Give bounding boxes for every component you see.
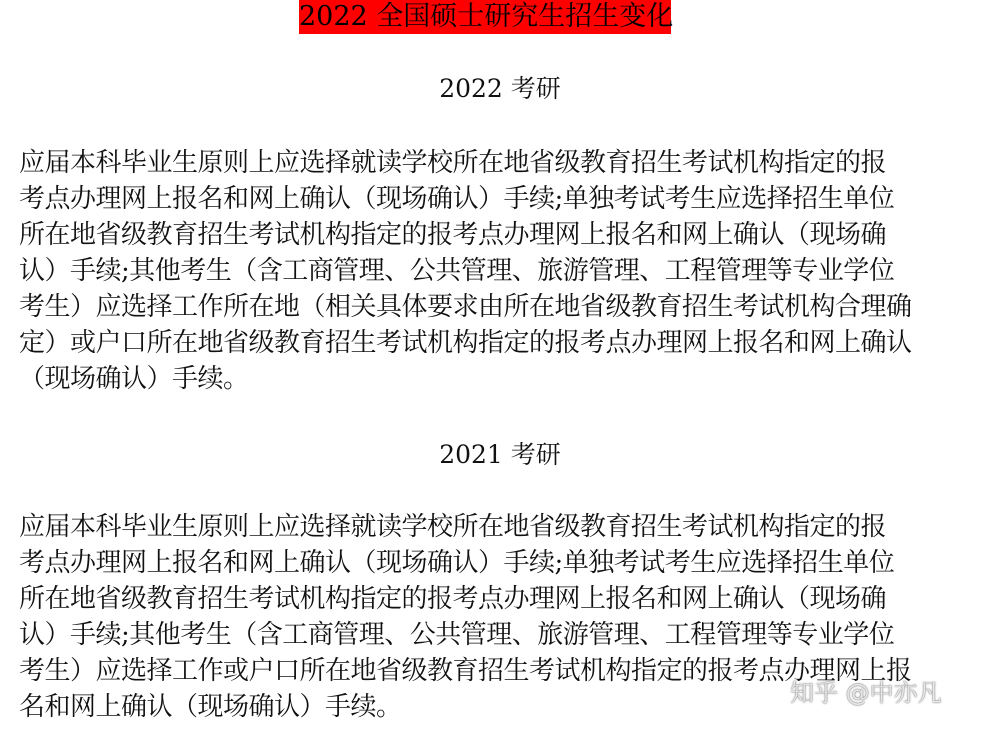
section-body-2021 xyxy=(19,509,912,725)
text-line: 考生）应选择工作所在地（相关具体要求由所在地省级教育招生考试机构合理确 xyxy=(19,292,912,322)
section-body-2022 xyxy=(19,145,912,397)
text-line: 定）或户口所在地省级教育招生考试机构指定的报考点办理网上报名和网上确认 xyxy=(19,328,912,358)
section-heading-2022: 2022 考研 xyxy=(439,74,561,103)
text-line: 考点办理网上报名和网上确认（现场确认）手续;单独考试考生应选择招生单位 xyxy=(19,184,895,214)
text-line: 应届本科毕业生原则上应选择就读学校所在地省级教育招生考试机构指定的报 xyxy=(19,512,887,542)
section-heading-2021: 2021 考研 xyxy=(439,440,561,469)
banner-title: 2022 全国硕士研究生招生变化 xyxy=(299,1,674,32)
text-line: 考点办理网上报名和网上确认（现场确认）手续;单独考试考生应选择招生单位 xyxy=(19,548,895,578)
text-line: 认）手续;其他考生（含工商管理、公共管理、旅游管理、工程管理等专业学位 xyxy=(19,256,895,286)
text-line: 应届本科毕业生原则上应选择就读学校所在地省级教育招生考试机构指定的报 xyxy=(19,148,887,178)
text-line: 考生）应选择工作或户口所在地省级教育招生考试机构指定的报考点办理网上报 xyxy=(19,656,912,686)
text-line: 认）手续;其他考生（含工商管理、公共管理、旅游管理、工程管理等专业学位 xyxy=(19,620,895,650)
text-line: 所在地省级教育招生考试机构指定的报考点办理网上报名和网上确认（现场确 xyxy=(19,220,887,250)
text-line: 名和网上确认（现场确认）手续。 xyxy=(19,692,402,722)
watermark: 知乎 @中亦凡 xyxy=(790,679,942,707)
text-line: 所在地省级教育招生考试机构指定的报考点办理网上报名和网上确认（现场确 xyxy=(19,584,887,614)
text-line: （现场确认）手续。 xyxy=(19,364,249,394)
